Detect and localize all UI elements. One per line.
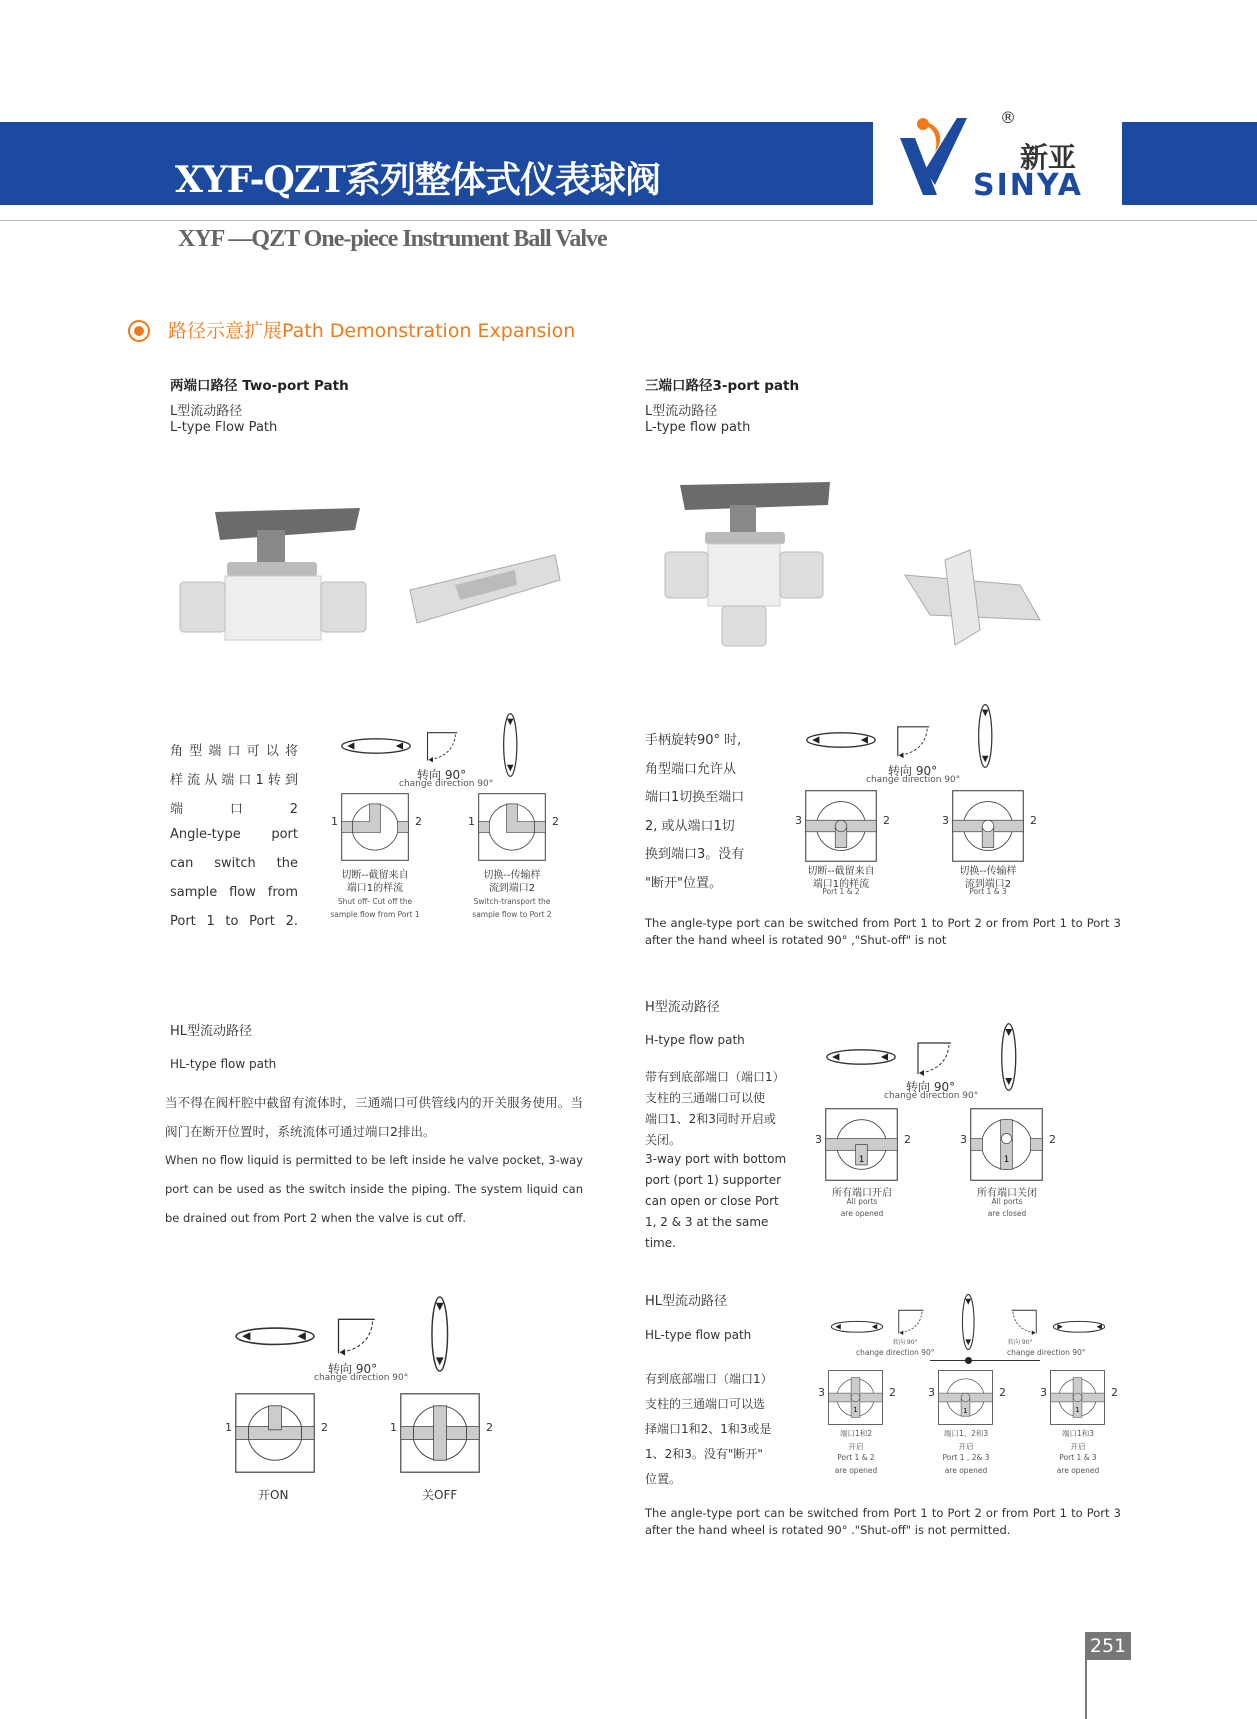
port-label: 2	[1049, 1132, 1056, 1146]
port-label: 2	[904, 1132, 911, 1146]
section-bullet-icon	[128, 320, 150, 342]
rotate-label-cn: 转向 90°	[1008, 1339, 1033, 1346]
diagram-caption: Port 1 & 2	[837, 1453, 875, 1462]
diagram-caption: 切换--传输样	[483, 870, 541, 881]
header-rule	[0, 220, 1257, 221]
hl-left-heading: HL型流动路径	[170, 1024, 253, 1039]
rotate-label-en: change direction 90°	[399, 779, 494, 789]
diagram-caption: are opened	[840, 1209, 884, 1218]
hl-left-en-para: When no flow liquid is permitted to be left inside he valve pocket, 3-way port can be used as the switch inside the piping. The system liquid can be drained out from Port 2 when the valve is cut off.	[165, 1153, 583, 1225]
rotate-label-cn: 转向 90°	[417, 768, 467, 782]
port-label: 1	[468, 815, 475, 828]
valve-diagram-port-1-2	[805, 790, 877, 862]
port-label: 2	[486, 1421, 493, 1434]
rotate-label-en: change direction 90°	[314, 1373, 409, 1383]
logo-registered: ®	[1000, 108, 1016, 127]
rotate-label-cn: 转向 90°	[888, 764, 938, 778]
valve-diagram-all-closed	[970, 1108, 1043, 1181]
direction-arrow-line	[930, 1360, 1040, 1361]
page-number-rule	[1085, 1660, 1087, 1719]
diagram-caption: 端口1的样流	[346, 882, 404, 894]
diagram-caption: sample flow to Port 2	[472, 909, 552, 919]
two-port-desc-line: Angle-type port	[170, 827, 298, 842]
handle-closed-icon	[961, 1293, 976, 1355]
diagram-caption: 端口1和2	[839, 1429, 873, 1438]
handle-open-icon	[830, 1318, 884, 1337]
valve-diagram-hl-3	[1050, 1370, 1105, 1425]
diagram-caption: 端口1的样流	[812, 878, 870, 890]
valve-diagram-on	[235, 1393, 315, 1473]
page-subtitle: XYF —QZT One-piece Instrument Ball Valve	[178, 226, 607, 252]
two-port-heading: 两端口路径 Two-port Path	[170, 378, 349, 394]
handle-open-icon	[825, 1048, 897, 1070]
on-label: 开ON	[258, 1488, 289, 1502]
three-port-sub-en: L-type flow path	[645, 420, 751, 435]
three-port-valve-photo	[660, 480, 835, 650]
section-title: 路径示意扩展Path Demonstration Expansion	[168, 320, 576, 342]
two-port-valve-photo	[175, 500, 370, 650]
svg-text:1: 1	[858, 1155, 865, 1166]
three-port-cutaway-photo	[900, 545, 1045, 650]
handle-closed-icon	[430, 1295, 450, 1377]
three-port-desc-line: 手柄旋转90° 时,	[645, 733, 742, 748]
diagram-caption: Switch-transport the	[473, 897, 551, 906]
valve-diagram-hl-2	[938, 1370, 993, 1425]
valve-diagram-hl-1	[828, 1370, 883, 1425]
h-right-desc-line: port (port 1) supporter	[645, 1173, 782, 1187]
two-port-cutaway-photo	[405, 545, 565, 630]
diagram-caption: 端口1、2和3	[943, 1429, 989, 1438]
three-port-desc-line: 换到端口3。没有	[645, 847, 745, 862]
hl-right-desc-line: 位置。	[645, 1472, 682, 1486]
brand-logo	[895, 110, 1115, 205]
logo-mark-icon	[895, 110, 975, 205]
port-label: 3	[928, 1385, 935, 1399]
valve-diagram-switch	[478, 793, 546, 861]
hl-right-desc-line: 支柱的三通端口可以选	[645, 1397, 766, 1411]
diagram-caption: 开启	[1070, 1441, 1086, 1451]
page-title: XYF-QZT系列整体式仪表球阀	[175, 159, 660, 201]
rotate-label-cn: 转向 90°	[906, 1080, 956, 1094]
h-right-desc-line: 1, 2 & 3 at the same	[645, 1215, 769, 1229]
h-right-desc-line: 支柱的三通端口可以使	[645, 1091, 766, 1105]
handle-closed-icon	[502, 712, 519, 782]
port-label: 3	[795, 814, 802, 827]
hl-right-desc-line: 择端口1和2、1和3或是	[645, 1422, 772, 1436]
valve-diagram-port-1-3	[952, 790, 1024, 862]
port-label: 1	[331, 815, 338, 828]
port-label: 1	[390, 1421, 397, 1434]
diagram-caption: All ports	[846, 1196, 878, 1206]
port-label: 2	[883, 814, 890, 827]
pivot-dot-icon	[965, 1357, 972, 1364]
port-label: 2	[1030, 814, 1037, 827]
port-label: 2	[415, 815, 422, 828]
rotate-label-en: change direction 90°	[884, 1091, 979, 1101]
h-right-sub-en: H-type flow path	[645, 1033, 745, 1047]
rotate-label-cn: 转向 90°	[893, 1339, 918, 1346]
diagram-caption: are opened	[1056, 1465, 1100, 1475]
diagram-caption: 切换--传输样	[959, 866, 1017, 877]
hl-left-sub-en: HL-type flow path	[170, 1057, 277, 1071]
svg-text:1: 1	[853, 1405, 858, 1414]
diagram-caption: 开启	[848, 1441, 864, 1451]
h-right-desc-line: 3-way port with bottom	[645, 1152, 787, 1166]
rotate-90-icon	[895, 1308, 925, 1339]
port-label: 3	[960, 1132, 967, 1146]
rotate-label-cn: 转向 90°	[328, 1362, 378, 1376]
hl-left-cn-para: 当不得在阀杆腔中截留有流体时，三通端口可供管线内的开关服务使用。当阀门在断开位置时，系统流体可通过端口2排出。	[165, 1095, 583, 1139]
diagram-caption: 所有端口开启	[832, 1188, 892, 1199]
port-label: 2	[321, 1421, 328, 1434]
handle-open-icon	[340, 737, 412, 759]
port-label: 3	[1040, 1385, 1047, 1399]
port-label: 2	[999, 1385, 1006, 1399]
page-number: 251	[1085, 1632, 1131, 1660]
rotate-90-icon	[333, 1316, 377, 1360]
hl-right-paragraph: The angle-type port can be switched from Port 1 to Port 2 or from Port 1 to Port 3 after the hand wheel is rotated 90° ."Shut-off" is not permitted.	[645, 1506, 1121, 1537]
h-right-desc-line: can open or close Port	[645, 1194, 779, 1208]
handle-closed-icon	[1000, 1022, 1018, 1096]
diagram-caption: 切断--截留来自	[807, 866, 875, 877]
valve-diagram-off	[400, 1393, 480, 1473]
h-right-desc-line: 带有到底部端口（端口1）	[645, 1070, 785, 1084]
logo-cn: 新亚	[1020, 141, 1077, 174]
svg-text:1: 1	[1003, 1155, 1010, 1166]
rotate-90-icon	[913, 1040, 953, 1080]
off-label: 关OFF	[422, 1488, 458, 1502]
three-port-paragraph: The angle-type port can be switched from Port 1 to Port 2 or from Port 1 to Port 3 after the hand wheel is rotated 90° ,"Shut-off" is not	[645, 916, 1121, 947]
handle-closed-icon	[977, 703, 994, 773]
h-right-heading: H型流动路径	[645, 1000, 720, 1015]
port-label: 3	[942, 814, 949, 827]
handle-open-icon	[1052, 1318, 1106, 1337]
two-port-desc-line: can switch the	[170, 856, 298, 871]
three-port-desc-line: 2, 或从端口1切	[645, 818, 735, 834]
diagram-caption: 流到端口2	[488, 882, 536, 894]
diagram-caption: sample flow from Port 1	[330, 909, 420, 919]
three-port-desc-line: 端口1切换至端口	[645, 790, 745, 805]
diagram-caption: Port 1 & 2	[822, 887, 860, 896]
rotate-90-icon	[893, 724, 931, 762]
two-port-desc-line: 端口2	[170, 802, 298, 817]
diagram-caption: are closed	[987, 1209, 1027, 1218]
valve-diagram-shut-off	[341, 793, 409, 861]
svg-text:1: 1	[963, 1406, 968, 1415]
h-right-desc-line: time.	[645, 1236, 676, 1250]
diagram-caption: Port 1 , 2& 3	[942, 1453, 990, 1462]
rotate-90-icon	[423, 730, 459, 766]
hl-right-sub-en: HL-type flow path	[645, 1328, 752, 1342]
handle-open-icon	[805, 731, 877, 753]
two-port-desc-line: sample flow from	[170, 885, 298, 900]
two-port-desc-line: 角型端口可以将	[170, 744, 298, 759]
diagram-caption: 端口1和3	[1061, 1429, 1095, 1438]
rotate-label-en: change direction 90°	[856, 1348, 935, 1357]
port-label: 1	[225, 1421, 232, 1434]
diagram-caption: Port 1 & 3	[969, 887, 1007, 896]
diagram-caption: are opened	[834, 1465, 878, 1475]
three-port-heading: 三端口路径3-port path	[645, 378, 800, 394]
two-port-desc-line: 样流从端口1转到	[170, 773, 298, 788]
three-port-sub-cn: L型流动路径	[645, 404, 718, 419]
handle-open-icon	[234, 1326, 316, 1351]
header-bar-right	[1122, 122, 1257, 205]
three-port-desc-line: "断开"位置。	[645, 875, 722, 891]
diagram-caption: 开启	[958, 1441, 974, 1451]
port-label: 3	[815, 1132, 822, 1146]
rotate-label-en: change direction 90°	[866, 775, 961, 785]
port-label: 2	[552, 815, 559, 828]
port-label: 3	[818, 1385, 825, 1399]
port-label: 2	[889, 1385, 896, 1399]
h-right-desc-line: 关闭。	[645, 1133, 682, 1147]
two-port-desc-line: Port 1 to Port 2.	[170, 914, 298, 929]
diagram-caption: 切断--截留来自	[341, 870, 409, 881]
two-port-sub-en: L-type Flow Path	[170, 420, 278, 435]
svg-text:1: 1	[1075, 1405, 1080, 1414]
port-label: 2	[1111, 1385, 1118, 1399]
rotate-label-en: change direction 90°	[1007, 1348, 1086, 1357]
hl-right-heading: HL型流动路径	[645, 1294, 728, 1309]
diagram-caption: 所有端口关闭	[977, 1188, 1037, 1199]
diagram-caption: 流到端口2	[964, 878, 1012, 890]
hl-right-desc-line: 有到底部端口（端口1）	[645, 1372, 773, 1386]
hl-right-desc-line: 1、2和3。没有"断开"	[645, 1447, 763, 1461]
logo-en: SINYA	[973, 168, 1083, 203]
three-port-desc-line: 角型端口允许从	[645, 761, 737, 777]
diagram-caption: are opened	[944, 1465, 988, 1475]
rotate-90-icon	[1010, 1308, 1040, 1339]
two-port-sub-cn: L型流动路径	[170, 404, 243, 419]
diagram-caption: Shut off- Cut off the	[337, 897, 413, 906]
valve-diagram-all-open	[825, 1108, 898, 1181]
h-right-desc-line: 端口1、2和3同时开启或	[645, 1112, 776, 1126]
diagram-caption: All ports	[991, 1196, 1023, 1206]
diagram-caption: Port 1 & 3	[1059, 1453, 1097, 1462]
